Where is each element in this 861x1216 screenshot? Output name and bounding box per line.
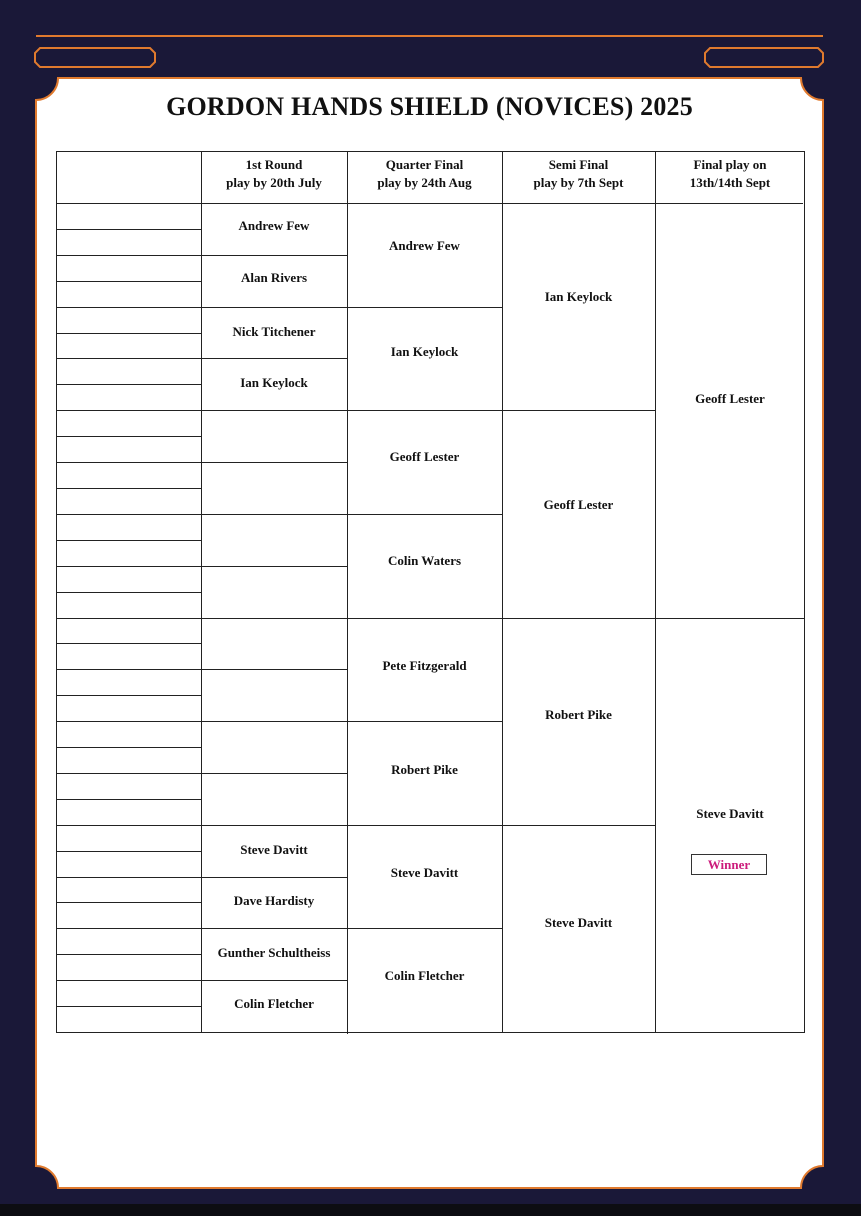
round1-player: Andrew Few: [238, 218, 310, 233]
final-line: [655, 618, 804, 619]
semi-final-player: Ian Keylock: [544, 289, 613, 304]
quarter-line: [347, 307, 502, 308]
round1-line: [201, 358, 347, 359]
round1-player: Alan Rivers: [240, 270, 308, 285]
entry-row-line: [56, 566, 201, 567]
header-quarter-line1: Quarter Final: [385, 157, 464, 172]
entry-row-line: [56, 928, 201, 929]
finalist: Steve Davitt: [696, 806, 764, 821]
semi-line: [502, 618, 655, 619]
entry-row-line: [56, 514, 201, 515]
round1-line: [201, 669, 347, 670]
quarter-final-player: Ian Keylock: [390, 344, 459, 359]
page-title: GORDON HANDS SHIELD (NOVICES) 2025: [166, 92, 693, 121]
quarter-final-player: Andrew Few: [389, 238, 460, 253]
entry-row-line: [56, 229, 201, 230]
round1-player: Steve Davitt: [240, 842, 308, 857]
semi-line: [502, 410, 655, 411]
header-quarter: [347, 156, 502, 192]
round1-line: [201, 980, 347, 981]
winner-badge: Winner: [691, 854, 767, 875]
entry-row-line: [56, 669, 201, 670]
quarter-final-player: Robert Pike: [391, 762, 458, 777]
round1-player: Nick Titchener: [232, 324, 316, 339]
header-separator: [56, 203, 803, 204]
round1-line: [201, 410, 347, 411]
header-semi: [502, 156, 655, 192]
semi-final-player: Geoff Lester: [543, 497, 614, 512]
round1-line: [201, 877, 347, 878]
header-round1-line2: play by 20th July: [226, 175, 322, 190]
round1-player: Gunther Schultheiss: [217, 945, 331, 960]
round1-line: [201, 307, 347, 308]
entry-row-line: [56, 799, 201, 800]
header-final: [655, 156, 805, 192]
header-quarter-line2: play by 24th Aug: [377, 175, 472, 190]
quarter-line: [347, 928, 502, 929]
entry-row-line: [56, 281, 201, 282]
round1-line: [201, 255, 347, 256]
entry-row-line: [56, 851, 201, 852]
entry-row-line: [56, 592, 201, 593]
entry-row-line: [56, 410, 201, 411]
entry-row-line: [56, 1006, 201, 1007]
round1-line: [201, 462, 347, 463]
entry-row-line: [56, 255, 201, 256]
entry-row-line: [56, 695, 201, 696]
header-semi-line2: play by 7th Sept: [533, 175, 624, 190]
quarter-line: [347, 825, 502, 826]
entry-row-line: [56, 877, 201, 878]
quarter-final-player: Steve Davitt: [390, 865, 459, 880]
quarter-line: [347, 514, 502, 515]
entry-row-line: [56, 358, 201, 359]
semi-final-player: Steve Davitt: [544, 915, 613, 930]
entry-row-line: [56, 488, 201, 489]
round1-line: [201, 773, 347, 774]
round1-line: [201, 618, 347, 619]
entry-row-line: [56, 954, 201, 955]
header-round1-line1: 1st Round: [245, 157, 303, 172]
round1-player: Ian Keylock: [240, 375, 308, 390]
round1-line: [201, 566, 347, 567]
semi-final-player: Robert Pike: [545, 707, 612, 722]
header-semi-line1: Semi Final: [548, 157, 609, 172]
quarter-line: [347, 618, 502, 619]
entry-row-line: [56, 436, 201, 437]
round1-line: [201, 928, 347, 929]
round1-player: Colin Fletcher: [234, 996, 314, 1011]
entry-row-line: [56, 540, 201, 541]
quarter-final-player: Colin Waters: [387, 553, 462, 568]
quarter-final-player: Pete Fitzgerald: [382, 658, 467, 673]
column-divider: [655, 151, 656, 1032]
entry-row-line: [56, 721, 201, 722]
header-final-line1: Final play on: [693, 157, 767, 172]
round1-player: Dave Hardisty: [233, 893, 315, 908]
bottom-strip: [0, 1204, 861, 1216]
entry-row-line: [56, 618, 201, 619]
finalist: Geoff Lester: [695, 391, 765, 406]
quarter-final-player: Colin Fletcher: [384, 968, 465, 983]
quarter-line: [347, 410, 502, 411]
header-final-line2: 13th/14th Sept: [689, 175, 771, 190]
column-divider: [502, 151, 503, 1032]
entry-row-line: [56, 384, 201, 385]
quarter-line: [347, 721, 502, 722]
entry-row-line: [56, 825, 201, 826]
entry-row-line: [56, 333, 201, 334]
entry-row-line: [56, 747, 201, 748]
entry-row-line: [56, 773, 201, 774]
semi-line: [502, 825, 655, 826]
entry-row-line: [56, 902, 201, 903]
entry-row-line: [56, 643, 201, 644]
entry-row-line: [56, 307, 201, 308]
entry-row-line: [56, 980, 201, 981]
header-round1: [201, 156, 347, 192]
round1-line: [201, 825, 347, 826]
column-divider: [347, 151, 348, 1034]
entry-row-line: [56, 462, 201, 463]
round1-line: [201, 514, 347, 515]
quarter-final-player: Geoff Lester: [389, 449, 460, 464]
round1-line: [201, 721, 347, 722]
